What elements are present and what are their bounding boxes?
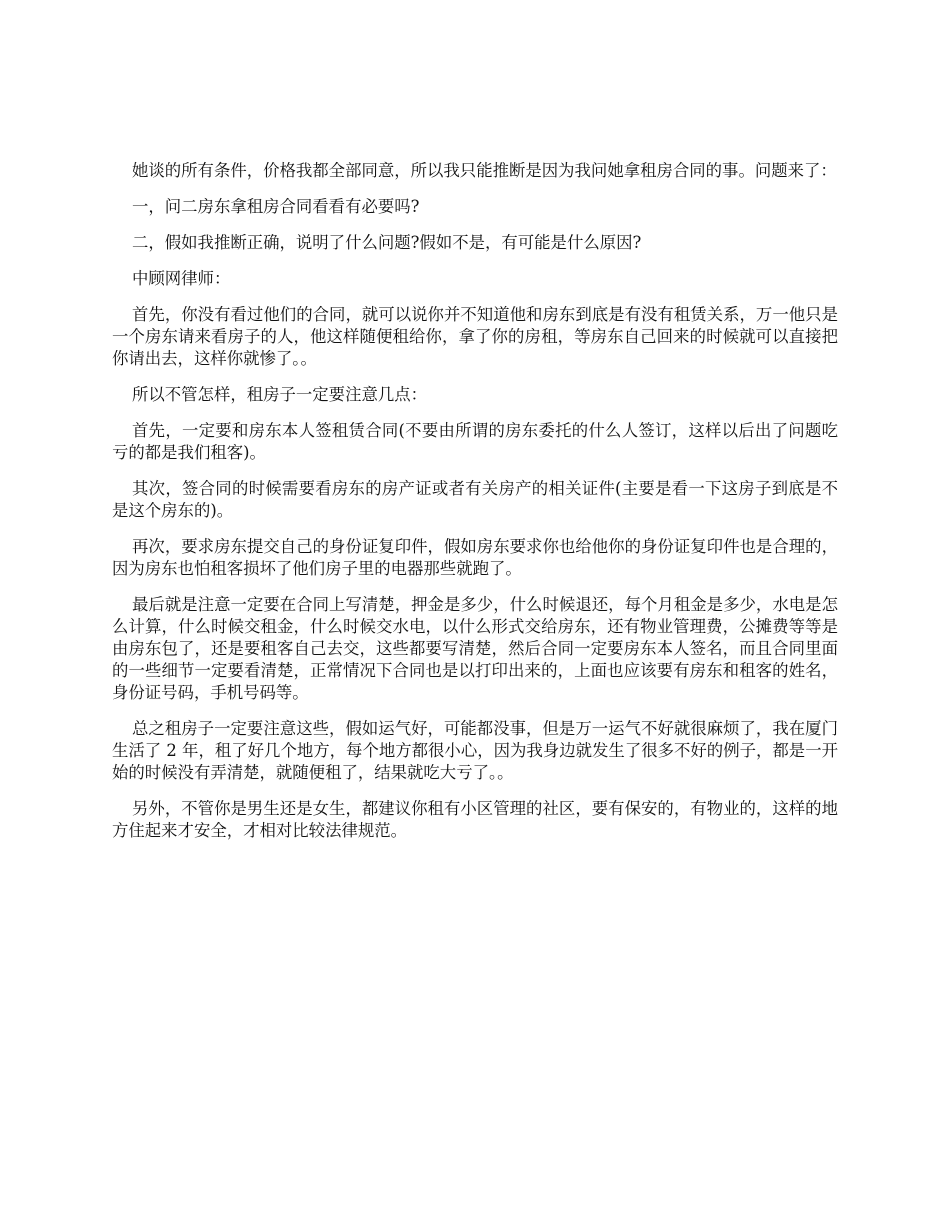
paragraph-question-1: 一，问二房东拿租房合同看看有必要吗?: [132, 197, 420, 216]
paragraph-additional: 另外，不管你是男生还是女生，都建议你租有小区管理的社区，要有保安的，有物业的，这样的地方住起来才安全，才相对比较法律规范。: [112, 799, 838, 840]
paragraph-answer-1: 首先，你没有看过他们的合同，就可以说你并不知道他和房东到底是有没有租赁关系，万一他只是一个房东请来看房子的人，他这样随便租给你，拿了你的房租，等房东自己回来的时候就可以直接把你请出去，这样你就惨了。。: [112, 305, 838, 368]
paragraph-lawyer-heading: 中顾网律师：: [132, 269, 231, 288]
paragraph-point-first: 首先，一定要和房东本人签租赁合同(不要由所谓的房东委托的什么人签订，这样以后出了问题吃亏的都是我们租客)。: [112, 421, 838, 462]
paragraph-point-third: 再次，要求房东提交自己的身份证复印件，假如房东要求你也给他你的身份证复印件也是合理的，因为房东也怕租客损坏了他们房子里的电器那些就跑了。: [112, 537, 838, 578]
paragraph-question-2: 二，假如我推断正确，说明了什么问题?假如不是，有可能是什么原因?: [132, 233, 642, 252]
paragraph-attention-points: 所以不管怎样，租房子一定要注意几点：: [132, 385, 428, 404]
document-body: [112, 160, 838, 856]
paragraph-point-last: 最后就是注意一定要在合同上写清楚，押金是多少，什么时候退还，每个月租金是多少，水电是怎么计算，什么时候交租金，什么时候交水电，以什么形式交给房东，还有物业管理费，公摊费等等是由房东包了，还是要租客自己去交，这些都要写清楚，然后合同一定要房东本人签名，而且合同里面的一些细节一定要看清楚，正常情况下合同也是以打印出来的，上面也应该要有房东和租客的姓名，身份证号码，手机号码等。: [112, 595, 838, 702]
paragraph-summary: 总之租房子一定要注意这些，假如运气好，可能都没事，但是万一运气不好就很麻烦了，我在厦门生活了 2 年，租了好几个地方，每个地方都很小心，因为我身边就发生了很多不好的例子，都是一开始的时候没有弄清楚，就随便租了，结果就吃大亏了。。: [112, 719, 838, 782]
paragraph-point-second: 其次，签合同的时候需要看房东的房产证或者有关房产的相关证件(主要是看一下这房子到底是不是这个房东的)。: [112, 479, 838, 520]
paragraph-intro: 她谈的所有条件，价格我都全部同意，所以我只能推断是因为我问她拿租房合同的事。问题来了：: [132, 161, 837, 180]
